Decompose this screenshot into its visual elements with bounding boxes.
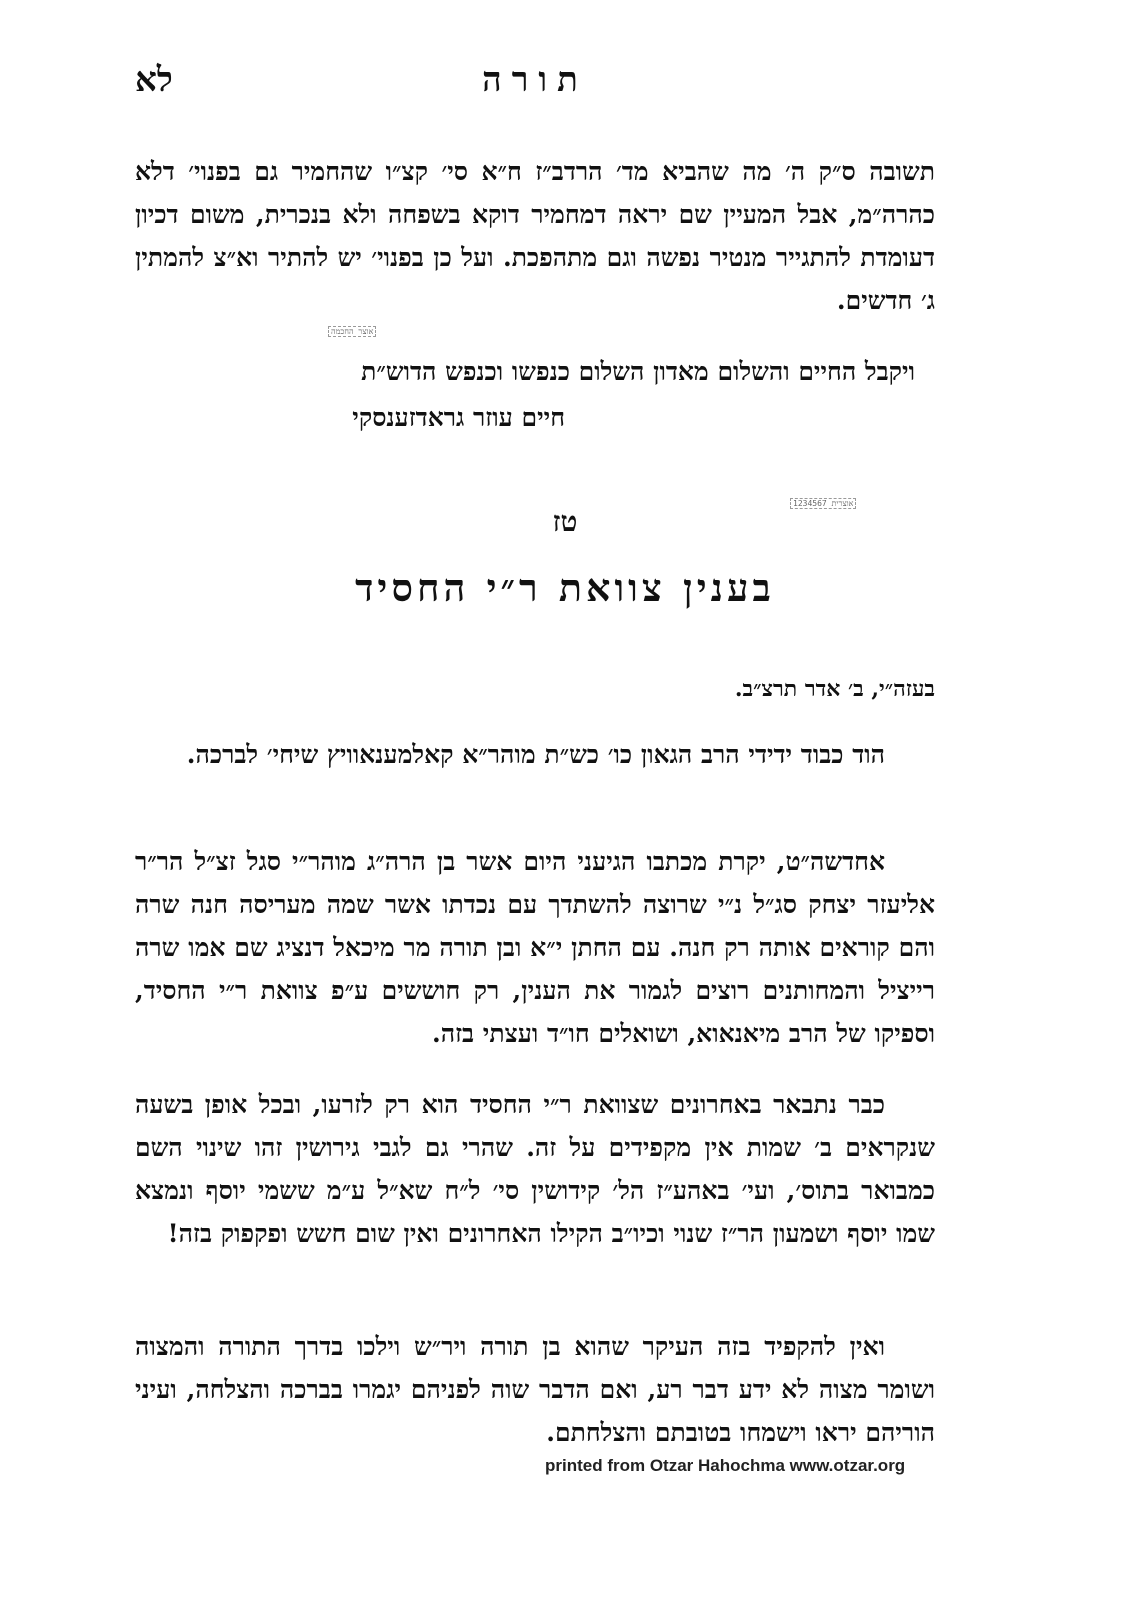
- watermark-stamp: אוצר החכמה: [328, 326, 376, 337]
- letter-paragraph-2: כבר נתבאר באחרונים שצוואת ר״י החסיד הוא רק לזרעו, ובכל אופן בשעה שנקראים ב׳ שמות אין מקפידים על זה. שהרי גם לגבי גירושין זהו שינוי השם כמבואר בתוס׳, ועי׳ באהע״ז הל׳ קידושין סי׳ ל״ח שא״ל ע״מ ששמי יוסף ונמצא שמו יוסף ושמעון הר״ז שנוי וכיו״ב הקילו האחרונים ואין שום חשש ופקפוק בזה!: [135, 1090, 935, 1248]
- closing-line: ויקבל החיים והשלום מאדון השלום כנפשו וכנפש הדוש״ת: [361, 357, 915, 386]
- letter-paragraph-3-block: [135, 1325, 935, 1454]
- reference-stamp: אוצרית 1234567: [790, 498, 856, 509]
- letter-paragraph-3: ואין להקפיד בזה העיקר שהוא בן תורה ויר״ש וילכו בדרך התורה והמצוה ושומר מצוה לא ידע דבר רע, ואם הדבר שוה לפניהם יגמרו בברכה והצלחה, ועיני הוריהם יראו וישמחו בטובתם והצלחתם.: [135, 1332, 935, 1447]
- continuation-block: [135, 150, 935, 322]
- section-title: בענין צוואת ר״י החסיד: [355, 565, 775, 610]
- letter-date: בעזה״י, ב׳ אדר תרצ״ב.: [734, 676, 935, 702]
- footer-credit: printed from Otzar Hahochma www.otzar.org: [545, 1456, 906, 1475]
- section-number: טז: [552, 505, 578, 538]
- letter-greeting: הוד כבוד ידידי הרב הגאון כו׳ כש״ת מוהר״א קאלמענאוויץ שיחי׳ לברכה.: [186, 740, 885, 769]
- running-title: תורה: [482, 60, 588, 100]
- signature: [135, 396, 915, 439]
- page-number: לא: [135, 60, 173, 100]
- letter-greeting-block: [135, 733, 935, 776]
- continuation-paragraph: תשובה ס״ק ה׳ מה שהביא מד׳ הרדב״ז ח״א סי׳ קצ״ו שהחמיר גם בפנוי׳ דלא כהרה״מ, אבל המעיין שם יראה דמחמיר דוקא בשפחה ולא בנכרית, משום דכיון דעומדת להתגייר מנטיר נפשה וגם מתהפכת. ועל כן בפנוי׳ יש להתיר וא״צ להמתין ג׳ חדשים.: [135, 157, 935, 315]
- letter-paragraph-2-block: [135, 1083, 935, 1255]
- letter-paragraph-1: אחדשה״ט, יקרת מכתבו הגיעני היום אשר בן הרה״ג מוהר״י סגל זצ״ל הר״ר אליעזר יצחק סג״ל נ״י שרוצה להשתדך עם נכדתו אשר שמה מעריסה חנה שרה והם קוראים אותה רק חנה. עם החתן י״א ובן תורה מר מיכאל דנציג שם אמו שרה רייציל והמחותנים רוצים לגמור את הענין, רק חוששים ע״פ צוואת ר״י החסיד, וספיקו של הרב מיאנאוא, ושואלים חו״ד ועצתי בזה.: [135, 847, 935, 1048]
- page-header: [135, 60, 935, 110]
- signature-text: חיים עוזר גראדזענסקי: [352, 403, 565, 432]
- letter-paragraph-1-block: [135, 840, 935, 1055]
